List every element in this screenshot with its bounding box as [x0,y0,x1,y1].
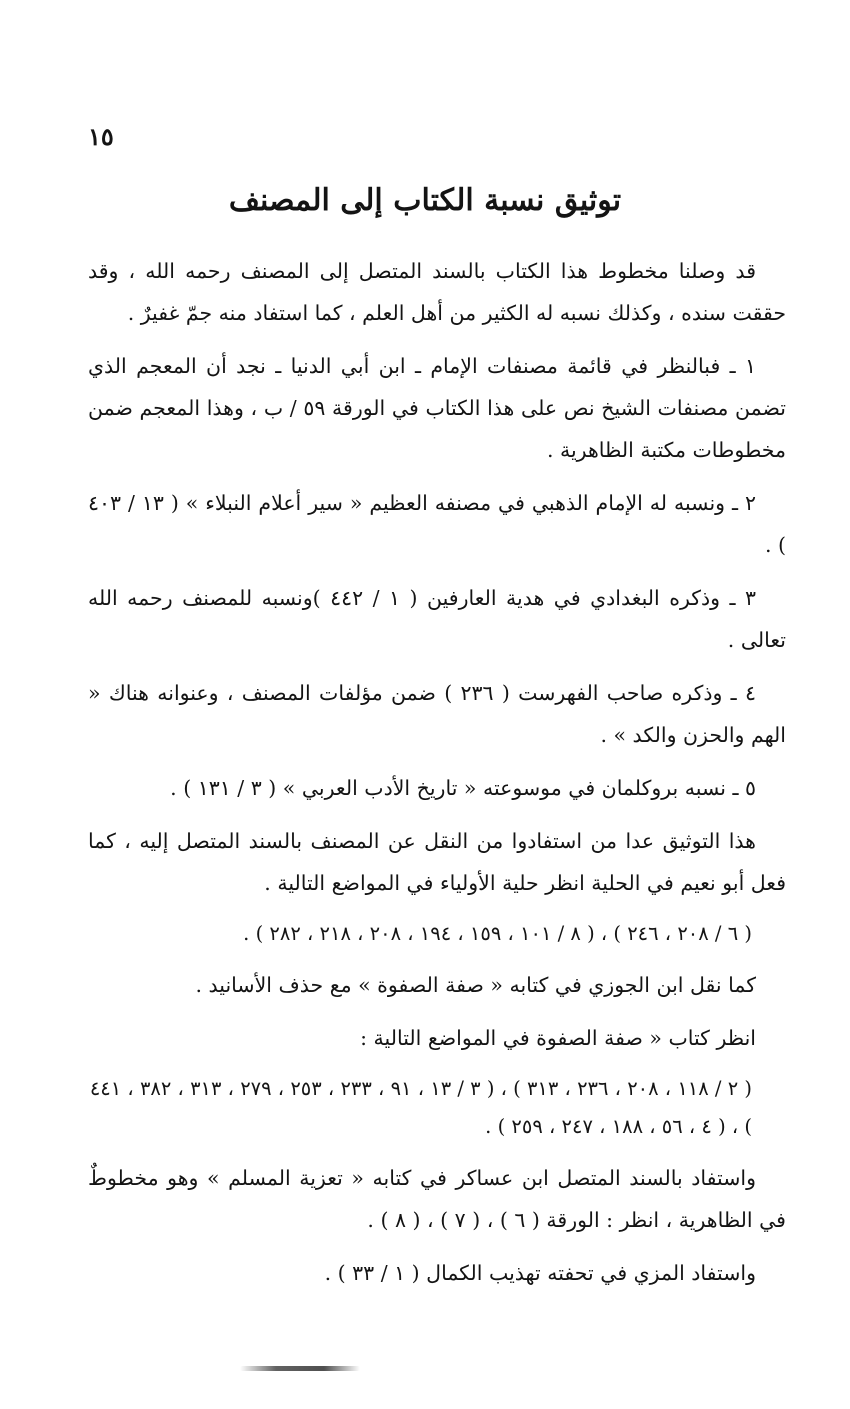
paragraph-hilya: هذا التوثيق عدا من استفادوا من النقل عن المصنف بالسند المتصل إليه ، كما فعل أبو نعيم في الحلية انظر حلية الأولياء في المواضع التالية . [88,829,786,895]
paragraph-item-5: ٥ ـ نسبه بروكلمان في موسوعته « تاريخ الأدب العربي » ( ٣ / ١٣١ ) . [170,776,756,800]
paragraph-asakir: واستفاد بالسند المتصل ابن عساكر في كتابه « تعزية المسلم » وهو مخطوطٌ في الظاهرية ، انظر : الورقة ( ٦ ) ، ( ٧ ) ، ( ٨ ) . [88,1166,786,1232]
body-text [88,250,786,1305]
footer-ornament [240,1366,360,1371]
paragraph-jawzi: كما نقل ابن الجوزي في كتابه « صفة الصفوة » مع حذف الأسانيد . [195,973,756,997]
paragraph-item-3: ٣ ـ وذكره البغدادي في هدية العارفين ( ١ / ٤٤٢ )ونسبه للمصنف رحمه الله تعالى . [88,586,786,652]
references-hilya: ( ٦ / ٢٠٨ ، ٢٤٦ ) ، ( ٨ / ١٠١ ، ١٥٩ ، ١٩٤ ، ٢٠٨ ، ٢١٨ ، ٢٨٢ ) . [243,922,752,945]
paragraph-item-1: ١ ـ فبالنظر في قائمة مصنفات الإمام ـ ابن أبي الدنيا ـ نجد أن المعجم الذي تضمن مصنفات الشيخ نص على هذا الكتاب في الورقة ٥٩ / ب ، وهذا المعجم ضمن مخطوطات مكتبة الظاهرية . [88,354,787,462]
references-safwa: ( ٢ / ١١٨ ، ٢٠٨ ، ٢٣٦ ، ٣١٣ ) ، ( ٣ / ١٣ ، ٩١ ، ٢٣٣ ، ٢٥٣ ، ٢٧٩ ، ٣١٣ ، ٣٨٢ ، ٤٤١ ) ، ( ٤ ، ٥٦ ، ١٨٨ ، ٢٤٧ ، ٢٥٩ ) . [89,1077,752,1138]
paragraph-item-2: ٢ ـ ونسبه له الإمام الذهبي في مصنفه العظيم « سير أعلام النبلاء » ( ١٣ / ٤٠٣ ) . [88,491,786,557]
page-number: ١٥ [88,122,114,151]
paragraph-mizzi: واستفاد المزي في تحفته تهذيب الكمال ( ١ / ٣٣ ) . [324,1261,756,1285]
paragraph-item-4: ٤ ـ وذكره صاحب الفهرست ( ٢٣٦ ) ضمن مؤلفات المصنف ، وعنوانه هناك « الهم والحزن والكد » . [88,681,786,747]
paragraph-intro: قد وصلنا مخطوط هذا الكتاب بالسند المتصل إلى المصنف رحمه الله ، وقد حققت سنده ، وكذلك نسبه له الكثير من أهل العلم ، كما استفاد منه جمّ غفيرٌ . [88,259,786,325]
paragraph-safwa: انظر كتاب « صفة الصفوة في المواضع التالية : [360,1026,756,1050]
page-title: توثيق نسبة الكتاب إلى المصنف [228,183,622,218]
